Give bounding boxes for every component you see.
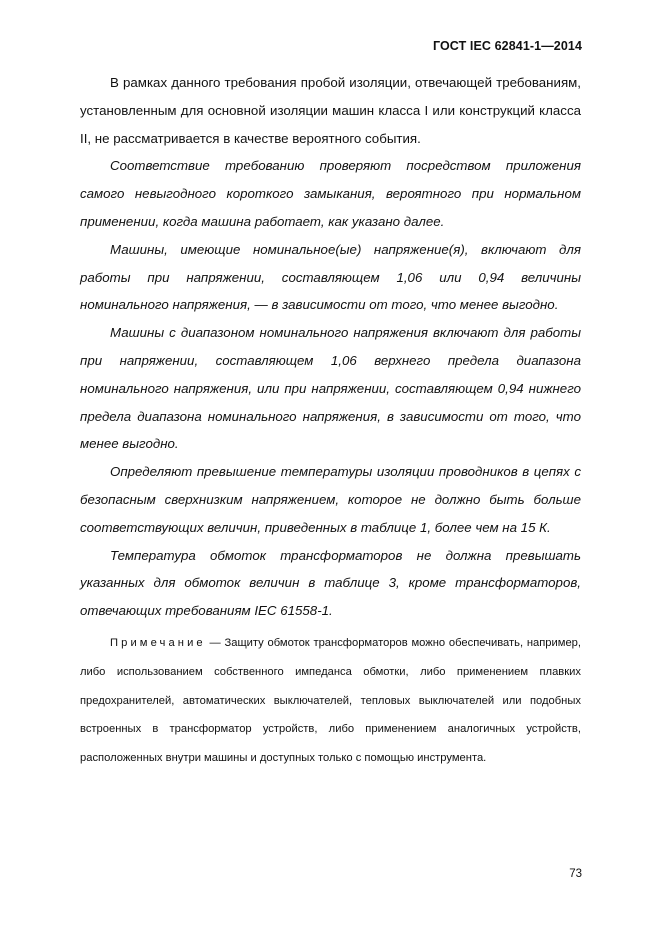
note-dash: — xyxy=(205,636,225,649)
page-number: 73 xyxy=(569,868,582,880)
document-body xyxy=(80,69,581,773)
note-text: Защиту обмоток трансформаторов можно обеспечивать, например, либо использованием собственного импеданса обмотки, либо применением плавких предохранителей, автоматических выключателей, тепловых выключателей или подобных встроенных в трансформатор устройств, либо применением аналогичных устройств, расположенных внутри машины и доступных только с помощью инструмента. xyxy=(80,636,581,765)
paragraph-voltage-range: Машины с диапазоном номинального напряжения включают для работы при напряжении, составляющем 1,06 верхнего предела диапазона номинального напряжения, или при напряжении, составляющем 0,94 нижнего предела диапазона номинального напряжения, в зависимости от того, что менее выгодно. xyxy=(80,325,581,452)
paragraph-compliance-check: Соответствие требованию проверяют посредством приложения самого невыгодного короткого замыкания, вероятного при нормальном применении, когда машина работает, как указано далее. xyxy=(80,158,581,229)
paragraph-insulation-breakdown: В рамках данного требования пробой изоляции, отвечающей требованиям, установленным для основной изоляции машин класса I или конструкций класса II, не рассматривается в качестве вероятного события. xyxy=(80,75,581,146)
paragraph-rated-voltage: Машины, имеющие номинальное(ые) напряжение(я), включают для работы при напряжении, составляющем 1,06 или 0,94 величины номинального напряжения, — в зависимости от того, что менее выгодно. xyxy=(80,241,581,313)
note-label: Примечание xyxy=(110,636,206,649)
note-block xyxy=(80,629,581,773)
paragraph-temperature-rise: Определяют превышение температуры изоляции проводников в цепях с безопасным сверхнизким напряжением, которое не должно быть больше соответствующих величин, приведенных в таблице 1, более чем на 15 К. xyxy=(80,464,581,535)
document-header-code: ГОСТ IEC 62841-1—2014 xyxy=(432,39,582,53)
paragraph-transformer-windings: Температура обмоток трансформаторов не должна превышать указанных для обмоток величин в таблице 3, кроме трансформаторов, отвечающих требованиям IEC 61558-1. xyxy=(80,547,581,619)
